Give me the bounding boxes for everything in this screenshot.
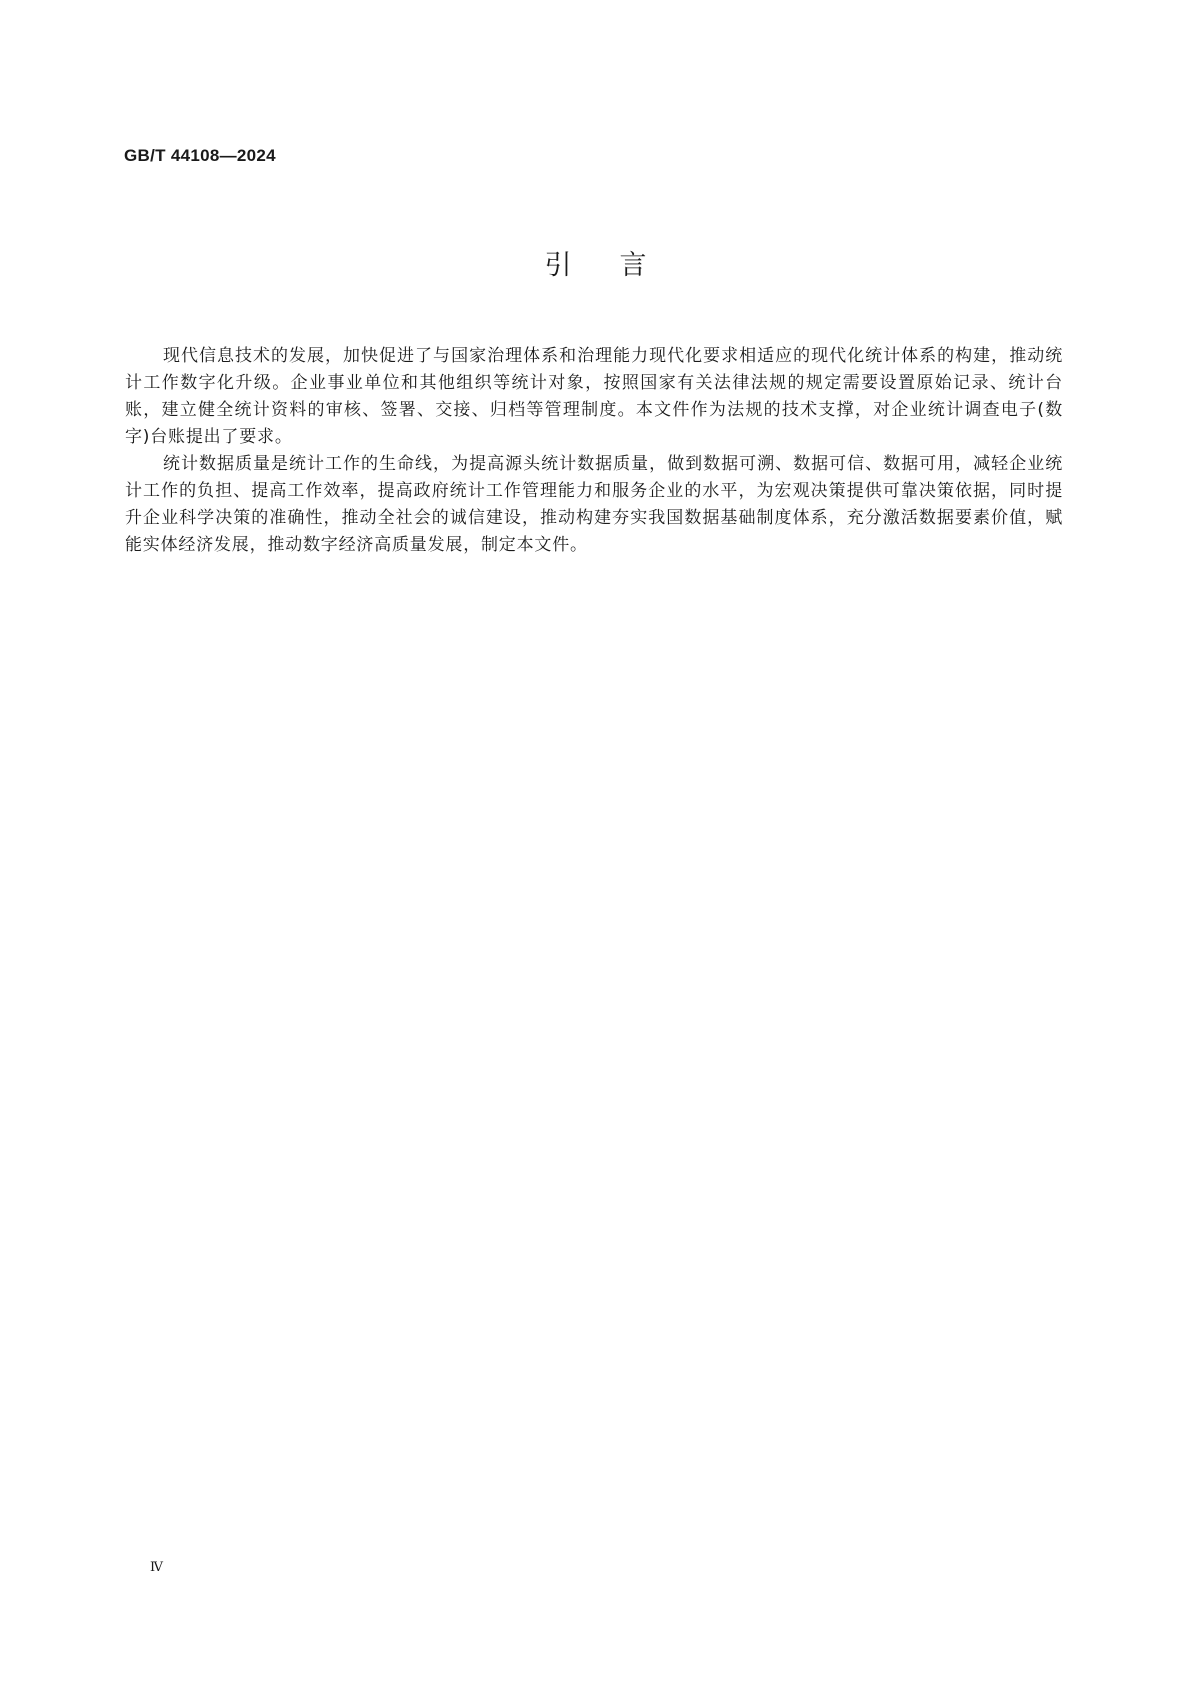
- paragraph: 现代信息技术的发展，加快促进了与国家治理体系和治理能力现代化要求相适应的现代化统计体系的构建，推动统计工作数字化升级。企业事业单位和其他组织等统计对象，按照国家有关法律法规的规定需要设置原始记录、统计台账，建立健全统计资料的审核、签署、交接、归档等管理制度。本文件作为法规的技术支撑，对企业统计调查电子(数字)台账提出了要求。: [125, 346, 1063, 447]
- section-title: 引言: [544, 250, 695, 281]
- paragraph: 统计数据质量是统计工作的生命线，为提高源头统计数据质量，做到数据可溯、数据可信、数据可用，减轻企业统计工作的负担、提高工作效率，提高政府统计工作管理能力和服务企业的水平，为宏观决策提供可靠决策依据，同时提升企业科学决策的准确性，推动全社会的诚信建设，推动构建夯实我国数据基础制度体系，充分激活数据要素价值，赋能实体经济发展，推动数字经济高质量发展，制定本文件。: [125, 454, 1063, 555]
- page-number: Ⅳ: [150, 1560, 163, 1575]
- document-code: GB/T 44108—2024: [124, 146, 276, 165]
- body-text: [125, 343, 1063, 559]
